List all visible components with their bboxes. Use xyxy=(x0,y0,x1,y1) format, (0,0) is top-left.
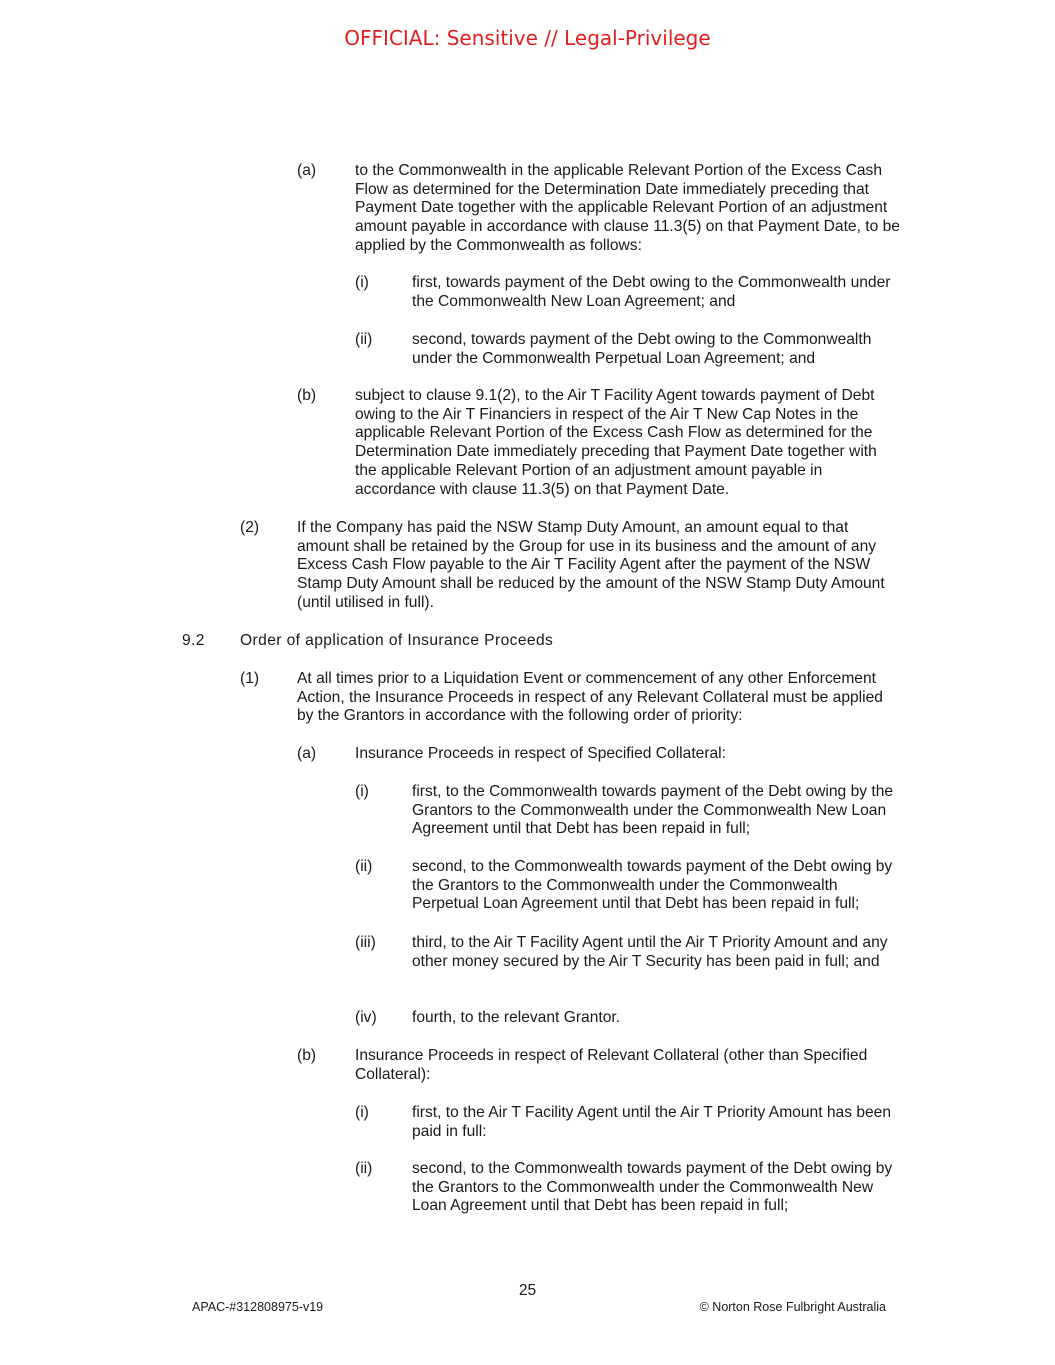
copyright-notice: © Norton Rose Fulbright Australia xyxy=(699,1300,886,1314)
section-number: 9.2 xyxy=(182,632,205,649)
clause-label: (a) xyxy=(297,162,317,179)
clause-label: (i) xyxy=(355,274,369,291)
clause-label: (ii) xyxy=(355,331,373,348)
clause-label: (i) xyxy=(355,1104,369,1121)
section-heading: Order of application of Insurance Proceeds xyxy=(240,632,554,649)
clause-label: (iv) xyxy=(355,1009,377,1026)
clause-text: second, towards payment of the Debt owing to the Commonwealth under the Commonwealth Perpetual Loan Agreement; and xyxy=(412,331,872,367)
clause-label: (iii) xyxy=(355,934,376,951)
clause-label: (b) xyxy=(297,1047,317,1064)
clause-text: At all times prior to a Liquidation Event or commencement of any other Enforcement Action, the Insurance Proceeds in respect of any Relevant Collateral must be applied by the Grantors in accordance with the following order of priority: xyxy=(297,670,883,725)
clause-text: second, to the Commonwealth towards payment of the Debt owing by the Grantors to the Commonwealth under the Commonwealth Perpetual Loan Agreement until that Debt has been repaid in full; xyxy=(412,858,893,913)
clause-label: (2) xyxy=(240,519,260,536)
clause-label: (1) xyxy=(240,670,260,687)
clause-text: If the Company has paid the NSW Stamp Duty Amount, an amount equal to that amount shall be retained by the Group for use in its business and the amount of any Excess Cash Flow payable to the Air T Facility Agent after the payment of the NSW Stamp Duty Amount shall be reduced by the amount of the NSW Stamp Duty Amount (until utilised in full). xyxy=(297,519,885,611)
clause-label: (b) xyxy=(297,387,317,404)
clause-label: (ii) xyxy=(355,1160,373,1177)
clause-label: (i) xyxy=(355,783,369,800)
clause-text: third, to the Air T Facility Agent until the Air T Priority Amount and any other money secured by the Air T Security has been paid in full; and xyxy=(412,934,888,970)
clause-text: subject to clause 9.1(2), to the Air T Facility Agent towards payment of Debt owing to the Air T Financiers in respect of the Air T New Cap Notes in the applicable Relevant Portion of the Excess Cash Flow as determined for the Determination Date immediately preceding that Payment Date together with the applicable Relevant Portion of an adjustment amount payable in accordance with clause 11.3(5) on that Payment Date. xyxy=(355,387,877,498)
clause-text: to the Commonwealth in the applicable Relevant Portion of the Excess Cash Flow as determined for the Determination Date immediately preceding that Payment Date together with the applicable Relevant Portion of an adjustment amount payable in accordance with clause 11.3(5) on that Payment Date, to be applied by the Commonwealth as follows: xyxy=(355,162,900,254)
clause-text: second, to the Commonwealth towards payment of the Debt owing by the Grantors to the Commonwealth under the Commonwealth New Loan Agreement until that Debt has been repaid in full; xyxy=(412,1160,893,1215)
clause-text: first, towards payment of the Debt owing to the Commonwealth under the Commonwealth New Loan Agreement; and xyxy=(412,274,891,310)
page-number: 25 xyxy=(518,1282,537,1299)
document-id: APAC-#312808975-v19 xyxy=(192,1300,324,1314)
clause-label: (a) xyxy=(297,745,317,762)
clause-text: Insurance Proceeds in respect of Specified Collateral: xyxy=(355,745,726,762)
clause-text: first, to the Commonwealth towards payment of the Debt owing by the Grantors to the Commonwealth under the Commonwealth New Loan Agreement until that Debt has been repaid in full; xyxy=(412,783,894,838)
classification-banner: OFFICIAL: Sensitive // Legal-Privilege xyxy=(344,26,711,50)
clause-label: (ii) xyxy=(355,858,373,875)
clause-text: first, to the Air T Facility Agent until the Air T Priority Amount has been paid in full: xyxy=(412,1104,892,1140)
clause-text: fourth, to the relevant Grantor. xyxy=(412,1009,621,1026)
clause-text: Insurance Proceeds in respect of Relevant Collateral (other than Specified Collateral): xyxy=(355,1047,868,1083)
